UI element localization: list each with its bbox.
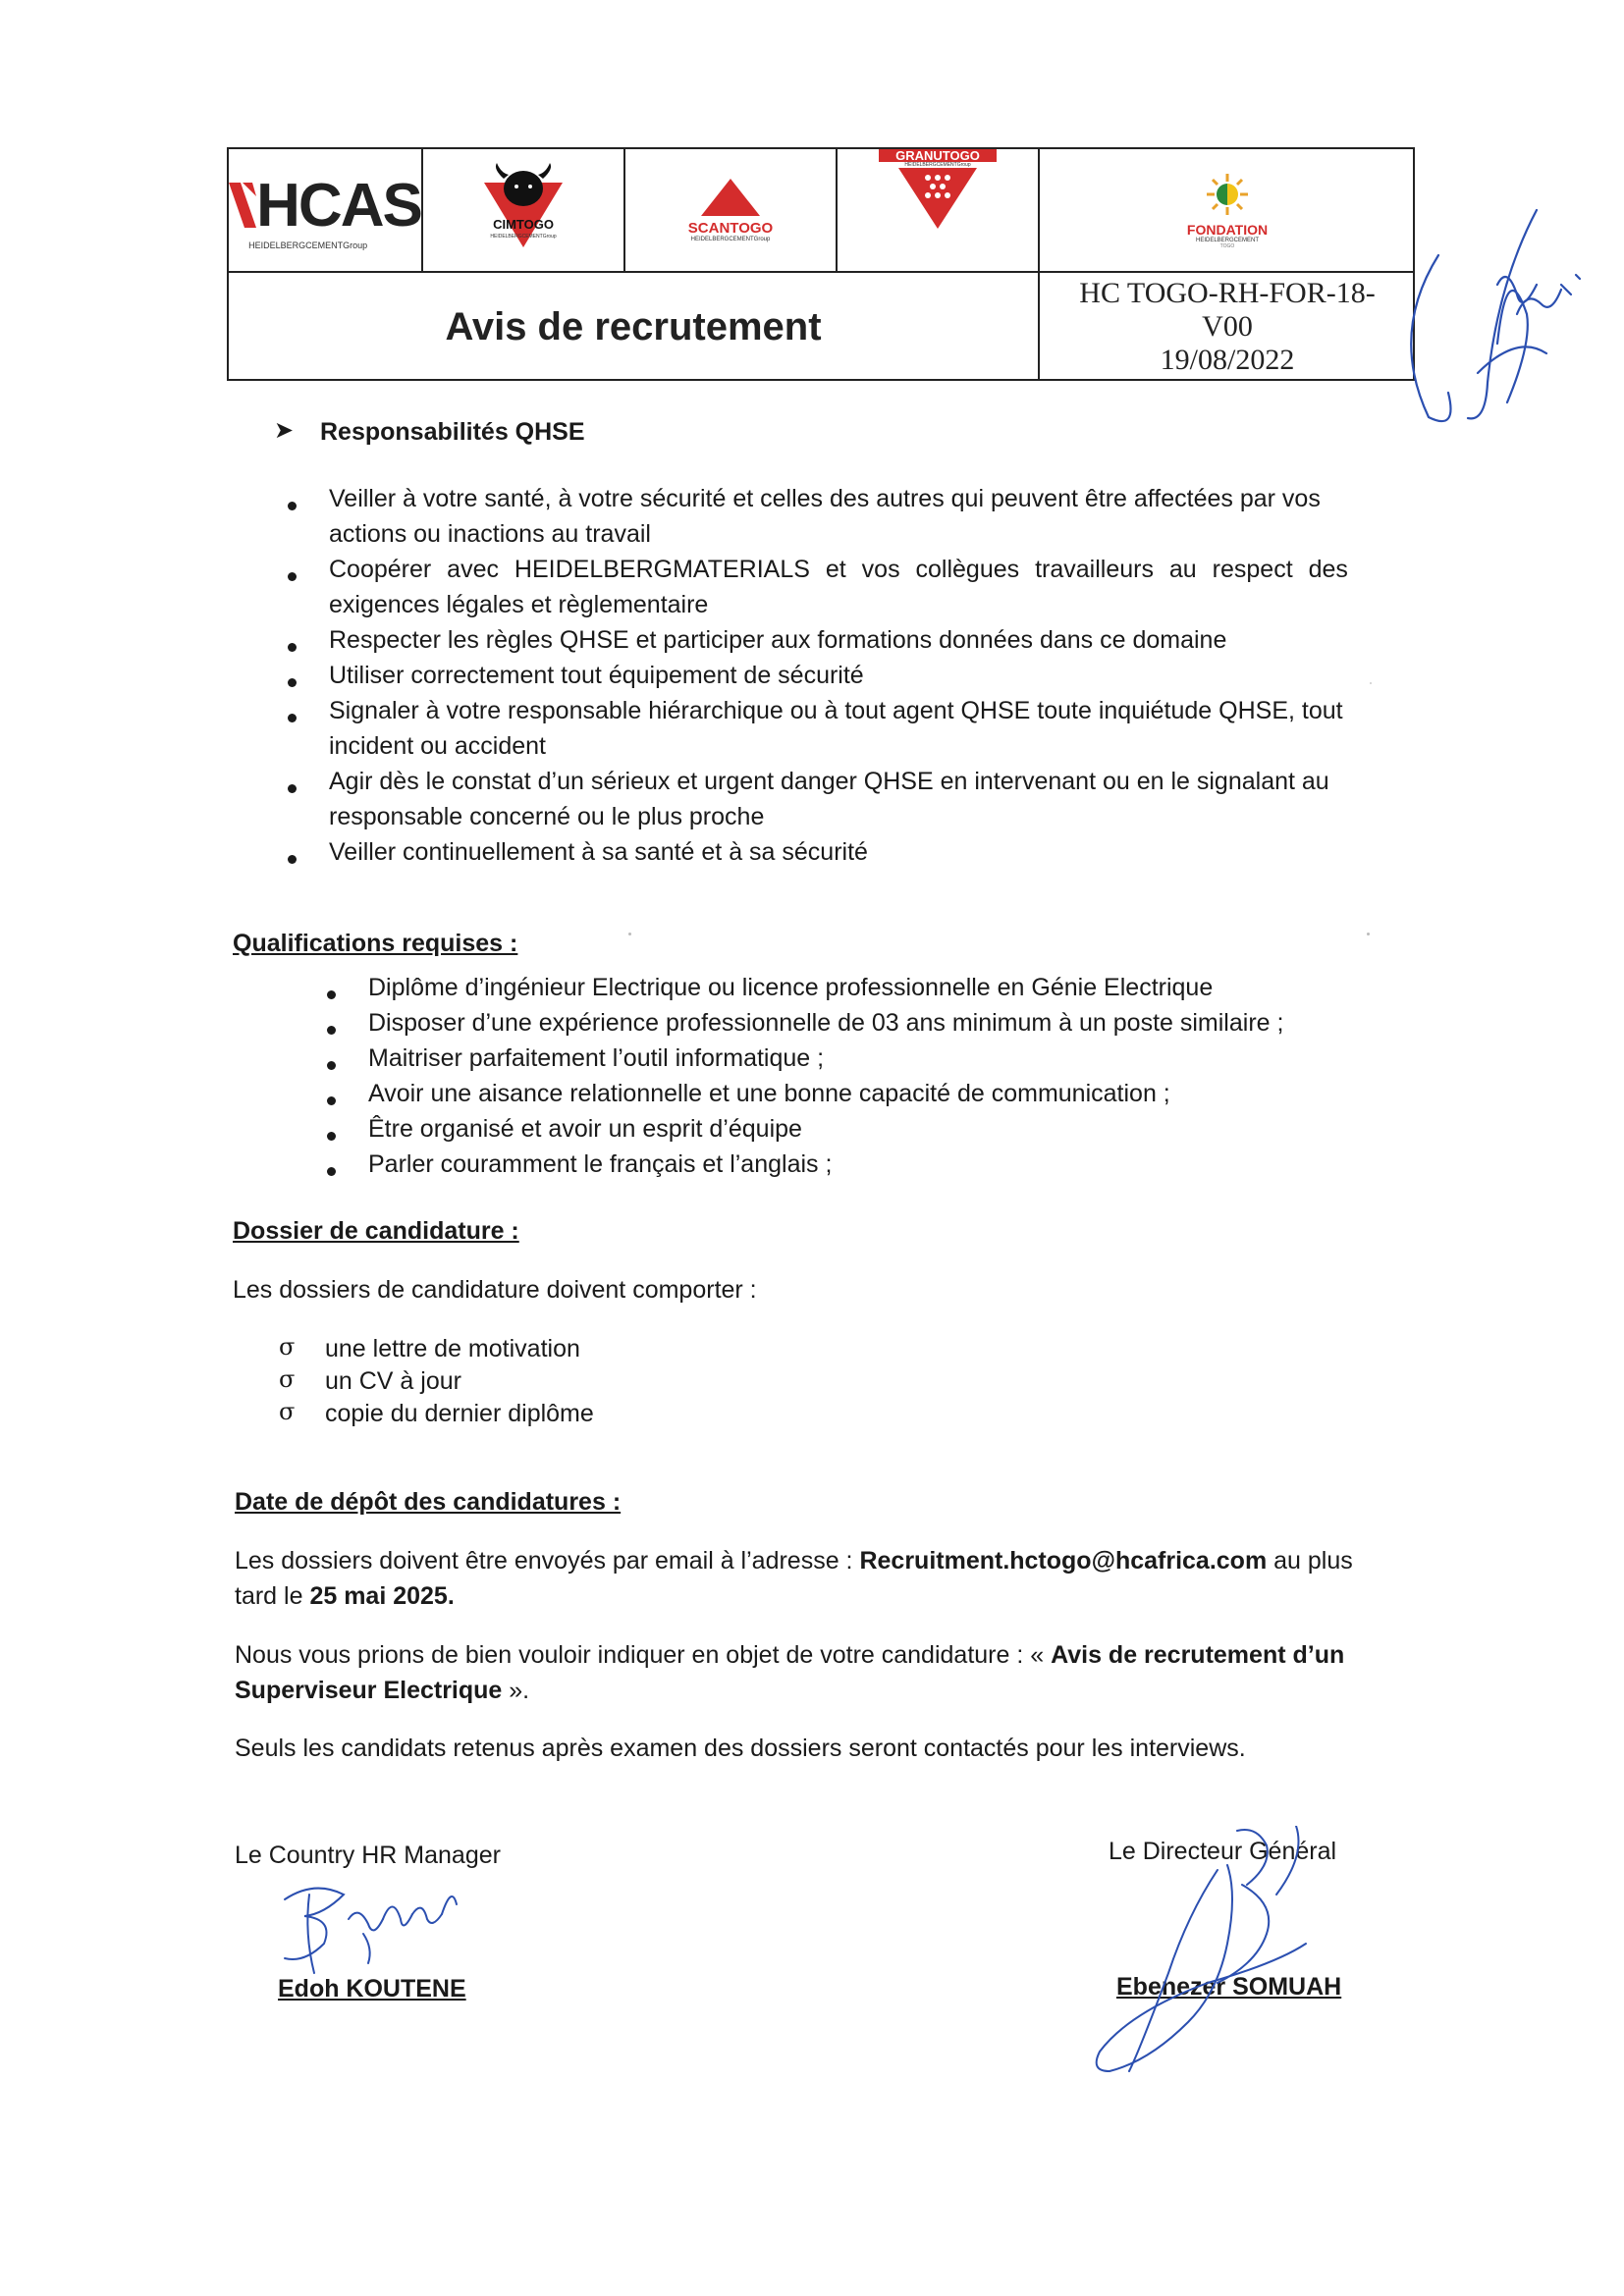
left-signatory-title: Le Country HR Manager [235, 1842, 501, 1869]
sun-icon [1205, 172, 1250, 217]
list-item-text: Être organisé et avoir un esprit d’équipe [368, 1115, 802, 1143]
right-signatory-name: Ebenezer SOMUAH [1116, 1973, 1342, 2001]
subject-text-end: ». [502, 1677, 530, 1704]
document-reference-date: 19/08/2022 [1160, 344, 1295, 376]
list-item-line1: Utiliser correctement tout équipement de sécurité [329, 662, 864, 689]
cimtogo-logo [479, 161, 568, 259]
subject-bold-text: Superviseur Electrique [235, 1677, 503, 1704]
bullet-dot-icon [288, 572, 297, 581]
hcas-logo-sub: HEIDELBERGCEMENTGroup [248, 240, 368, 250]
scan-speck [1370, 682, 1372, 684]
fondation-logo-sub2: TOGO [1219, 242, 1235, 249]
document-reference-cell [1040, 273, 1415, 381]
bullet-dot-icon [288, 855, 297, 864]
list-item-line1: Coopérer avec HEIDELBERGMATERIALS et vos collègues travailleurs au respect des [329, 556, 1348, 583]
list-item-text: Disposer d’une expérience professionnelle de 03 ans minimum à un poste similaire ; [368, 1009, 1284, 1037]
initials-signature-mark [1370, 196, 1596, 442]
document-title: Avis de recrutement [445, 304, 822, 348]
bullet-dot-icon [327, 1026, 336, 1035]
fondation-logo-text: FONDATION [1186, 221, 1269, 238]
scantogo-logo-text: SCANTOGO [687, 219, 774, 237]
list-item-text: Parler couramment le français et l’anglais ; [368, 1150, 833, 1178]
deadline-text: Les dossiers doivent être envoyés par email à l’adresse : [235, 1547, 860, 1575]
responsibilities-heading: Responsabilités QHSE [320, 418, 585, 446]
bullet-dot-icon [327, 1061, 336, 1070]
list-item-text: Maitriser parfaitement l’outil informatique ; [368, 1044, 825, 1072]
list-item-line2: incident ou accident [329, 732, 546, 760]
granutogo-triangle-icon [898, 168, 977, 229]
list-item-line1: Agir dès le constat d’un sérieux et urgent danger QHSE en intervenant ou en le signalant au [329, 768, 1329, 795]
list-item-text: Diplôme d’ingénieur Electrique ou licence professionnelle en Génie Electrique [368, 974, 1214, 1001]
list-item-line2: responsable concerné ou le plus proche [329, 803, 765, 830]
deadline-paragraph-line1 [235, 1543, 1353, 1578]
arrow-bullet-icon: ➤ [274, 417, 295, 444]
qualifications-heading: Qualifications requises : [233, 930, 518, 957]
list-item-line1: Respecter les règles QHSE et participer aux formations données dans ce domaine [329, 626, 1227, 654]
list-item-text: Avoir une aisance relationnelle et une bonne capacité de communication ; [368, 1080, 1170, 1107]
list-item-line1: Veiller continuellement à sa santé et à sa sécurité [329, 838, 868, 866]
fondation-logo-cell [1040, 149, 1415, 273]
bullet-dot-icon [327, 1132, 336, 1141]
list-item-text: copie du dernier diplôme [325, 1400, 594, 1427]
dossier-heading: Dossier de candidature : [233, 1217, 519, 1245]
bullet-dot-icon [327, 990, 336, 999]
sigma-bullet-icon: σ [279, 1333, 296, 1361]
right-signatory-title: Le Directeur Général [1109, 1838, 1337, 1865]
hcas-logo [229, 171, 421, 250]
scan-speck [628, 933, 631, 935]
sigma-bullet-icon: σ [279, 1398, 296, 1425]
sigma-bullet-icon: σ [279, 1365, 296, 1393]
deadline-paragraph-line2 [235, 1578, 455, 1614]
bullet-dot-icon [288, 784, 297, 793]
recruitment-email: Recruitment.hctogo@hcafrica.com [859, 1547, 1268, 1575]
granutogo-logo [879, 149, 997, 234]
granutogo-logo-sub: HEIDELBERGCEMENTGroup [904, 162, 971, 168]
hcas-logo-cell [229, 149, 423, 273]
bull-triangle-icon [479, 161, 568, 259]
list-item-text: un CV à jour [325, 1367, 461, 1395]
bullet-dot-icon [288, 643, 297, 652]
bullet-dot-icon [288, 714, 297, 722]
bullet-dot-icon [327, 1167, 336, 1176]
list-item-line1: Signaler à votre responsable hiérarchique ou à tout agent QHSE toute inquiétude QHSE, tout [329, 697, 1343, 724]
deadline-text: tard le [235, 1582, 310, 1610]
scantogo-triangle-icon [701, 179, 760, 216]
list-item-line2: exigences légales et règlementaire [329, 591, 709, 618]
hcas-logo-text: HCAS [256, 171, 421, 240]
subject-paragraph-line1 [235, 1637, 1344, 1673]
cimtogo-logo-cell [423, 149, 625, 273]
document-title-cell [229, 273, 1040, 381]
bullet-dot-icon [288, 502, 297, 510]
left-signatory-name: Edoh KOUTENE [278, 1975, 466, 2002]
right-handwritten-signature [1070, 1826, 1375, 2081]
bullet-dot-icon [288, 678, 297, 687]
cimtogo-logo-text: CIMTOGO [493, 217, 554, 232]
granutogo-logo-cell [838, 149, 1040, 273]
header-table [227, 147, 1415, 381]
document-reference-line2: V00 [1202, 310, 1253, 343]
document-reference-line1: HC TOGO-RH-FOR-18- [1079, 277, 1376, 309]
deadline-text-end: au plus [1267, 1547, 1353, 1575]
scantogo-logo-sub: HEIDELBERGCEMENTGroup [690, 236, 771, 242]
scantogo-logo [688, 179, 773, 242]
deadline-heading: Date de dépôt des candidatures : [235, 1488, 622, 1516]
subject-text: Nous vous prions de bien vouloir indiquer en objet de votre candidature : « [235, 1641, 1052, 1669]
dossier-intro: Les dossiers de candidature doivent comporter : [233, 1276, 757, 1304]
subject-bold-text: Avis de recrutement d’un [1051, 1641, 1345, 1669]
subject-paragraph-line2 [235, 1673, 529, 1708]
logo-row [229, 149, 1415, 273]
cimtogo-logo-sub: HEIDELBERGCEMENTGroup [490, 234, 557, 240]
granutogo-logo-text: GRANUTOGO [879, 149, 997, 162]
hcas-mark-icon [229, 183, 256, 228]
scantogo-logo-cell [625, 149, 838, 273]
fondation-logo [1187, 172, 1268, 249]
list-item-text: une lettre de motivation [325, 1335, 580, 1362]
bullet-dot-icon [327, 1096, 336, 1105]
deadline-date: 25 mai 2025. [309, 1582, 455, 1610]
list-item-line2: actions ou inactions au travail [329, 520, 651, 548]
fondation-logo-sub: HEIDELBERGCEMENT [1195, 237, 1259, 243]
scan-speck [1367, 933, 1370, 935]
left-handwritten-signature [265, 1875, 471, 1983]
list-item-line1: Veiller à votre santé, à votre sécurité et celles des autres qui peuvent être affectées par vos [329, 485, 1321, 512]
contact-notice: Seuls les candidats retenus après examen des dossiers seront contactés pour les interviews. [235, 1735, 1246, 1762]
